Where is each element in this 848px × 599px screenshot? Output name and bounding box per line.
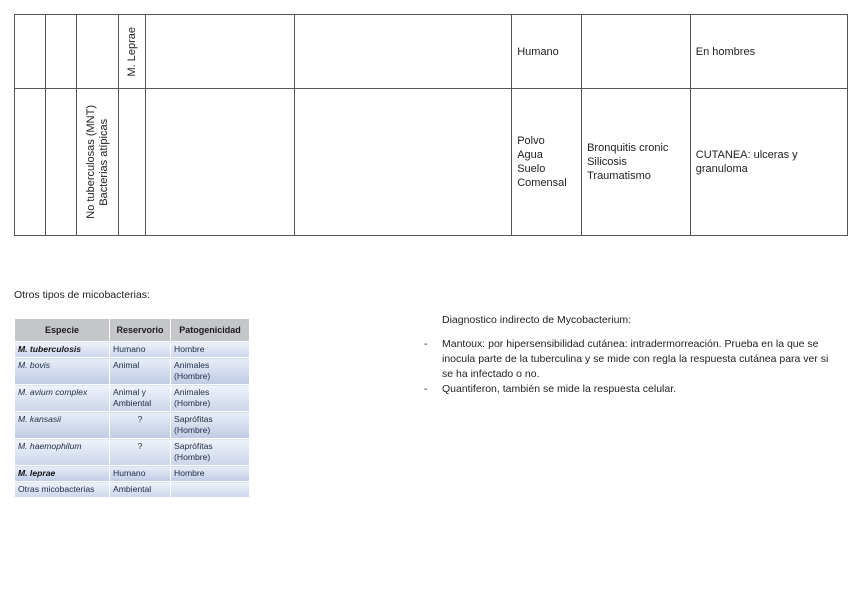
table-row [15,412,250,439]
pathogenicity-cell: Animales (Hombre) [171,358,250,385]
pathology-cell [582,89,691,236]
bullet-marker: - [424,338,428,350]
mnt-label-line1: No tuberculosas (MNT) [84,105,97,219]
species-cell: M. kansasii [15,412,110,439]
pathogenicity-cell [171,482,250,498]
table-cell [77,15,119,89]
pathology-line: Silicosis [587,156,627,168]
mycobacteria-table [14,318,250,498]
table-cell [119,15,146,89]
reservoir-cell: Animal y Ambiental [110,385,171,412]
list-item [424,337,834,382]
table-cell [146,89,295,236]
table-cell [77,89,119,236]
diagnosis-title: Diagnostico indirecto de Mycobacterium: [442,314,632,326]
list-item-text: Mantoux: por hipersensibilidad cutánea: intradermorreación. Prueba en la que se inocula parte de la tuberculina y se mide con regla la respuesta cutánea para ver si se ha infectado o no. [442,338,829,380]
reservoir-line: Comensal [517,177,567,189]
pathogenicity-cell: Hombre [171,466,250,482]
table-row [15,89,848,236]
pathogenicity-cell: Hombre [171,342,250,358]
classification-table [14,14,848,236]
table-row [15,358,250,385]
reservoir-line: Polvo [517,135,545,147]
reservoir-cell: Ambiental [110,482,171,498]
affects-cell: CUTANEA: ulceras y granuloma [690,89,847,236]
reservoir-cell: Humano [110,342,171,358]
table-cell [119,89,146,236]
table-cell [45,89,77,236]
reservoir-line: Suelo [517,163,546,175]
column-header: Patogenicidad [171,319,250,342]
species-cell: M. haemophilum [15,439,110,466]
pathogenicity-cell: Saprófitas (Hombre) [171,439,250,466]
diagnosis-list [424,337,834,397]
bullet-marker: - [424,383,428,395]
reservoir-cell [512,89,582,236]
reservoir-line: Agua [517,149,543,161]
affects-cell: En hombres [690,15,847,89]
species-cell: M. tuberculosis [15,342,110,358]
table-cell [15,15,46,89]
section-caption: Otros tipos de micobacterias: [14,289,150,301]
pathogenicity-cell: Saprófitas (Hombre) [171,412,250,439]
table-cell [146,15,295,89]
table-cell [15,89,46,236]
column-header: Reservorio [110,319,171,342]
species-cell: M. bovis [15,358,110,385]
table-header-row [15,319,250,342]
table-row [15,385,250,412]
species-cell: M. avium complex [15,385,110,412]
table-row [15,342,250,358]
pathology-cell [582,15,691,89]
mnt-label-line2: Bacterias atípicas [97,118,110,206]
table-row [15,15,848,89]
pathology-line: Bronquitis cronic [587,142,669,154]
table-cell [295,89,512,236]
reservoir-cell: ? [110,439,171,466]
pathology-line: Traumatismo [587,170,651,182]
table-row [15,482,250,498]
reservoir-cell: ? [110,412,171,439]
table-cell [295,15,512,89]
leprae-label: M. Leprae [125,26,138,77]
species-cell: Otras micobacterias [15,482,110,498]
list-item [424,382,834,397]
reservoir-cell: Humano [512,15,582,89]
table-cell [45,15,77,89]
reservoir-cell: Humano [110,466,171,482]
table-row [15,439,250,466]
list-item-text: Quantiferon, también se mide la respuesta celular. [442,383,677,395]
mnt-label [85,105,111,219]
reservoir-cell: Animal [110,358,171,385]
species-cell: M. leprae [15,466,110,482]
pathogenicity-cell: Animales (Hombre) [171,385,250,412]
column-header: Especie [15,319,110,342]
table-row [15,466,250,482]
